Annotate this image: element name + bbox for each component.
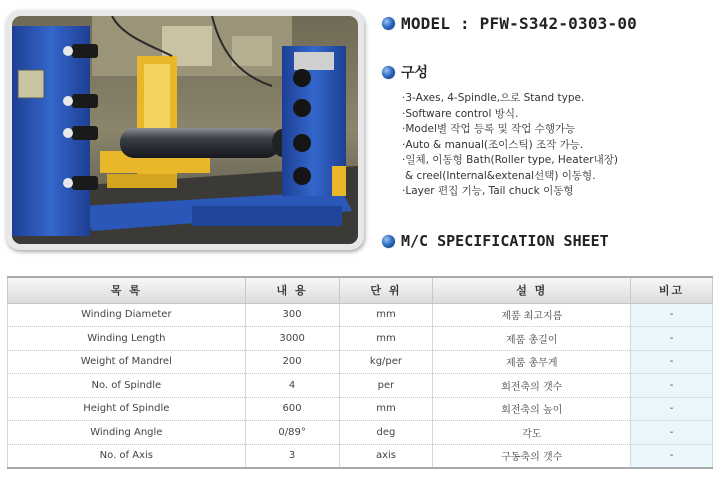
blue-bullet-icon [382,17,395,30]
feature-item: ·일체, 이동형 Bath(Roller type, Heater내장) [402,154,618,166]
spec-table [7,276,713,469]
spec-heading [382,232,609,250]
feature-item: ·Layer 편집 기능, Tail chuck 이동형 [402,185,574,197]
cell-item: Winding Length [8,327,246,351]
cell-unit: kg/per [339,350,433,374]
table-row [8,303,713,327]
cell-description: 회전축의 갯수 [433,374,631,398]
model-heading [382,14,637,33]
composition-title: 구성 [401,65,429,81]
cell-unit: deg [339,421,433,445]
machine-photo [12,16,358,244]
table-row [8,327,713,351]
table-row [8,374,713,398]
cell-note: - [631,444,713,468]
cell-note: - [631,421,713,445]
table-row [8,350,713,374]
cell-description: 제품 최고지름 [433,303,631,327]
feature-item: ·Auto & manual(조이스틱) 조작 가능. [402,138,584,151]
table-row [8,444,713,468]
header-item: 목 록 [8,277,246,303]
header-description: 설 명 [433,277,631,303]
header-value: 내 용 [245,277,339,303]
cell-description: 구동축의 갯수 [433,444,631,468]
model-title: MODEL : PFW-S342-0303-00 [401,14,637,33]
table-header-row [8,277,713,303]
feature-item: & creel(Internal&extenal선택) 이동형. [405,169,596,182]
cell-value: 0/89° [245,421,339,445]
blue-bullet-icon [382,66,395,79]
feature-item: ·Model별 작업 등록 및 작업 수행가능 [402,123,576,135]
cell-value: 200 [245,350,339,374]
cell-unit: per [339,374,433,398]
cell-value: 300 [245,303,339,327]
blue-bullet-icon [382,235,395,248]
cell-unit: mm [339,397,433,421]
header-unit: 단 위 [339,277,433,303]
composition-heading [382,62,428,82]
cell-unit: mm [339,303,433,327]
cell-description: 제품 총길이 [433,327,631,351]
feature-item: ·Software control 방식. [402,107,519,120]
cell-item: Winding Angle [8,421,246,445]
cell-note: - [631,303,713,327]
cell-value: 4 [245,374,339,398]
machine-photo-frame [6,10,364,250]
header-note: 비고 [631,277,713,303]
cell-description: 회전축의 높이 [433,397,631,421]
cell-unit: axis [339,444,433,468]
cell-description: 제품 총무게 [433,350,631,374]
cell-item: Height of Spindle [8,397,246,421]
cell-note: - [631,374,713,398]
cell-value: 600 [245,397,339,421]
cell-note: - [631,350,713,374]
cell-item: No. of Axis [8,444,246,468]
feature-list [402,91,618,200]
cell-description: 각도 [433,421,631,445]
table-row [8,421,713,445]
cell-note: - [631,327,713,351]
cell-item: Weight of Mandrel [8,350,246,374]
feature-item: ·3-Axes, 4-Spindle,으로 Stand type. [402,92,585,104]
cell-item: No. of Spindle [8,374,246,398]
cell-value: 3 [245,444,339,468]
cell-unit: mm [339,327,433,351]
cell-item: Winding Diameter [8,303,246,327]
cell-note: - [631,397,713,421]
spec-title: M/C SPECIFICATION SHEET [401,232,609,250]
table-row [8,397,713,421]
cell-value: 3000 [245,327,339,351]
